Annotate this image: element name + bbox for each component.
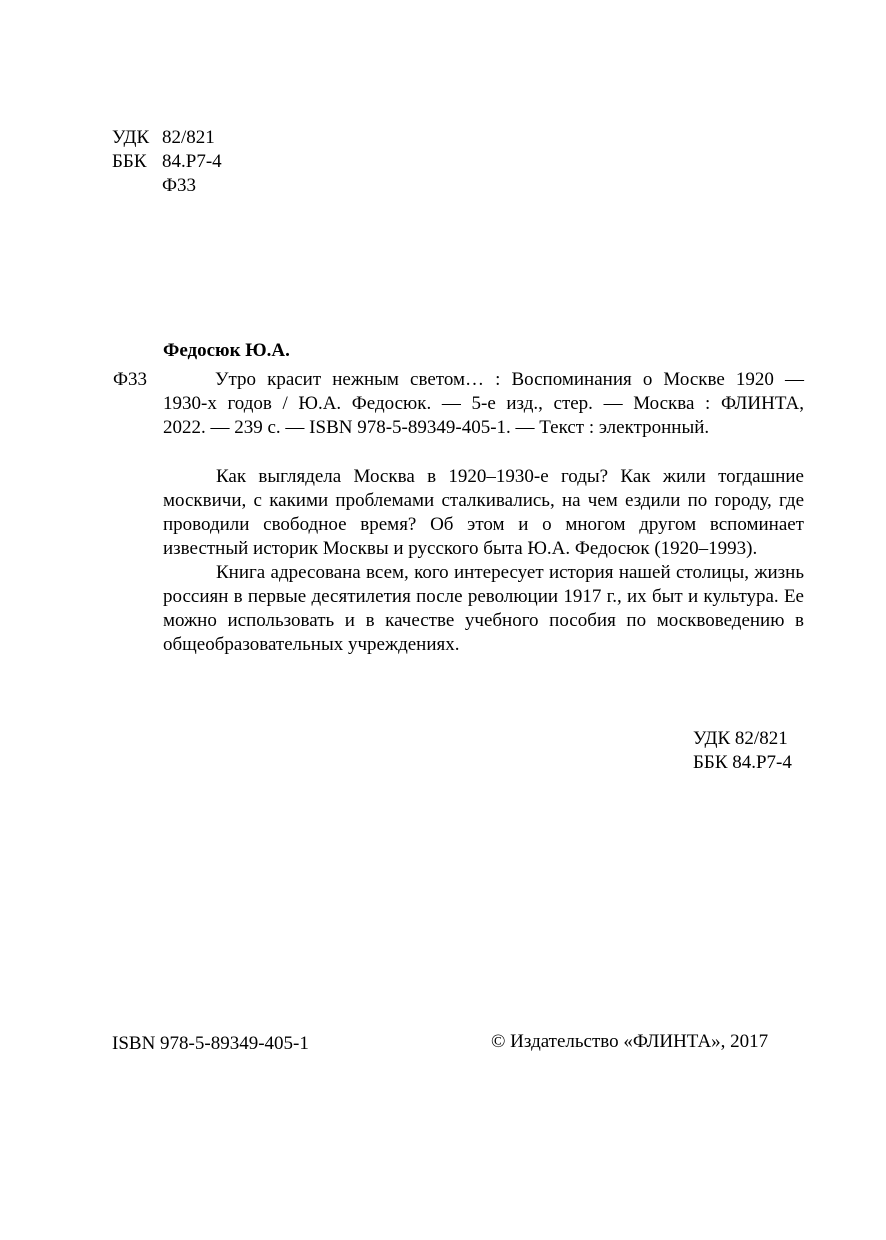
author-sign: Ф33	[113, 369, 148, 390]
bbk-value: 84.Р7-4	[162, 151, 222, 172]
annotation-paragraph-1: Как выглядела Москва в 1920–1930-е годы? Как жили тогдашние москвичи, с какими проблемами сталкивались, на чем ездили по городу, где проводили свободное время? Об этом и о многом другом вспоминает известный историк Москвы и русского быта Ю.А. Федосюк (1920–1993).	[163, 466, 804, 559]
author-mark: Ф33	[162, 175, 197, 196]
classification-block-top	[112, 126, 222, 198]
author-heading: Федосюк Ю.А.	[163, 340, 290, 361]
udk-row	[112, 126, 222, 150]
bbk-label: ББК	[112, 151, 147, 172]
bibliographic-record	[163, 368, 804, 440]
classification-block-bottom	[693, 727, 792, 775]
annotation	[163, 465, 804, 657]
annotation-paragraph-2: Книга адресована всем, кого интересует история нашей столицы, жизнь россиян в первые десятилетия после революции 1917 г., их быт и культура. Ее можно использовать и в качестве учебного пособия по москвоведению в общеобразовательных учреждениях.	[163, 562, 804, 655]
isbn-footer: ISBN 978-5-89349-405-1	[112, 1033, 309, 1054]
udk-label: УДК	[112, 127, 150, 148]
udk-bottom: УДК 82/821	[693, 728, 788, 749]
udk-value: 82/821	[162, 127, 215, 148]
biblio-line-3: 2022. — 239 с. — ISBN 978-5-89349-405-1. — Текст : электронный.	[163, 417, 710, 438]
bbk-row	[112, 150, 222, 174]
copyright-footer: © Издательство «ФЛИНТА», 2017	[491, 1031, 769, 1052]
biblio-line-2: 1930-х годов / Ю.А. Федосюк. — 5-е изд., стер. — Москва : ФЛИНТА,	[163, 393, 804, 414]
biblio-line-1: Утро красит нежным светом… : Воспоминания о Москве 1920 —	[215, 369, 804, 390]
bbk-bottom: ББК 84.Р7-4	[693, 752, 792, 773]
